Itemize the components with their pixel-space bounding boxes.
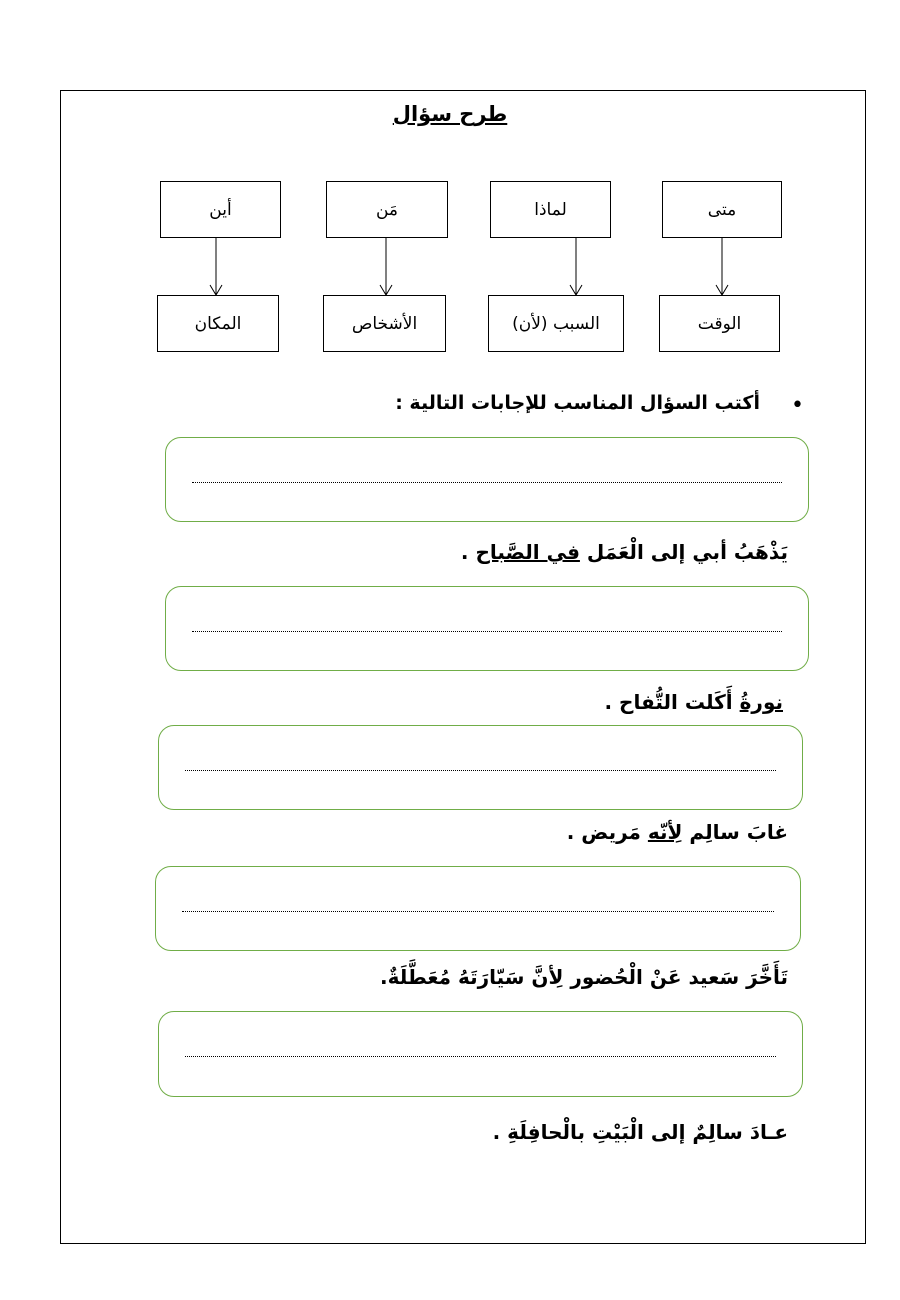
answer-box-2[interactable] [165,586,809,671]
bullet-point: • [791,393,804,418]
answer-line [185,770,776,771]
meaning-time: الوقت [659,295,780,352]
answer-line [192,482,782,483]
answer-box-1[interactable] [165,437,809,522]
answer-line [192,631,782,632]
answer-line [185,1056,776,1057]
question-word-when: متى [662,181,782,238]
instruction-text: أكتب السؤال المناسب للإجابات التالية : [395,392,760,414]
page-title: طرح سؤال [392,102,508,126]
question-word-who: مَن [326,181,448,238]
answer-box-4[interactable] [155,866,801,951]
question-word-why: لماذا [490,181,611,238]
meaning-reason: السبب (لأن) [488,295,624,352]
answer-box-5[interactable] [158,1011,803,1097]
sentence-3: غابَ سالِم لِأنّه مَريض . [566,820,788,844]
sentence-1: يَذْهَبُ أبي إلى الْعَمَل في الصَّباح . [460,540,788,564]
answer-box-3[interactable] [158,725,803,810]
sentence-4: تَأَخَّرَ سَعيد عَنْ الْحُضور لِأنَّ سَيّارَتَهُ مُعَطَّلَةٌ. [379,965,788,989]
meaning-place: المكان [157,295,279,352]
meaning-people: الأشخاص [323,295,446,352]
sentence-2: نورةُ أَكَلت التُّفاح . [604,690,783,714]
sentence-5: عـادَ سالِمٌ إلى الْبَيْتِ بالْحافِلَةِ . [492,1120,788,1144]
question-word-where: أين [160,181,281,238]
answer-line [182,911,774,912]
